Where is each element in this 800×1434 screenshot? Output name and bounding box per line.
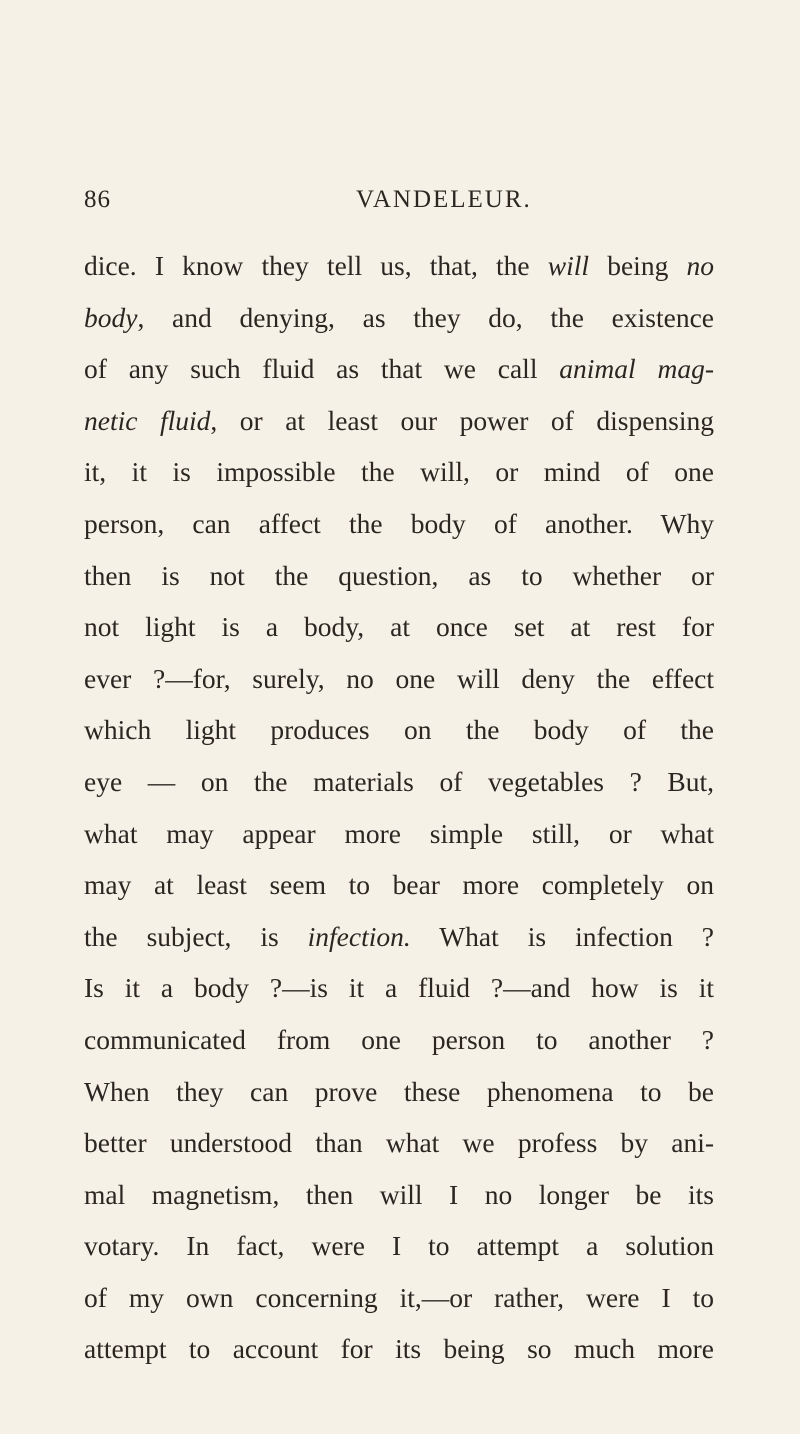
text-segment: being <box>589 250 687 281</box>
text-line <box>84 1014 714 1066</box>
text-line <box>84 1169 714 1221</box>
text-line <box>84 1220 714 1272</box>
text-line <box>84 756 714 808</box>
text-line <box>84 550 714 602</box>
text-segment: person, can affect the body of another. Why <box>84 507 714 539</box>
text-line <box>84 1066 714 1118</box>
italic-text: netic fluid <box>84 404 211 436</box>
text-segment: communicated from one person to another ? <box>84 1023 714 1055</box>
text-segment: , or at least our power of dispensing <box>210 404 714 436</box>
text-line <box>84 395 714 447</box>
text-segment: votary. In fact, were I to attempt a solution <box>84 1230 714 1262</box>
text-segment: what may appear more simple still, or what <box>84 817 714 849</box>
running-head: VANDELEUR. <box>356 186 532 213</box>
text-line <box>84 240 714 292</box>
text-line <box>84 1117 714 1169</box>
text-line <box>84 962 714 1014</box>
text-segment: it, it is impossible the will, or mind of one <box>84 456 714 488</box>
text-segment: , and denying, as they do, the existence <box>137 301 714 333</box>
italic-text: body <box>84 301 138 333</box>
italic-text: will <box>547 250 590 281</box>
text-segment: of my own concerning it,—or rather, were I to <box>84 1281 714 1313</box>
text-line <box>84 292 714 344</box>
text-segment: better understood than what we profess by ani- <box>84 1127 714 1159</box>
text-segment: then is not the question, as to whether or <box>84 559 714 591</box>
text-line <box>84 446 714 498</box>
text-line <box>84 1323 714 1375</box>
text-segment: not light is a body, at once set at rest for <box>84 611 714 643</box>
text-segment: What is infection ? <box>410 920 714 952</box>
text-line <box>84 653 714 705</box>
page-header <box>84 186 714 218</box>
text-line <box>84 911 714 963</box>
page-number: 86 <box>84 186 111 213</box>
text-segment: ever ?—for, surely, no one will deny the effect <box>84 662 714 694</box>
text-line <box>84 498 714 550</box>
text-segment: eye — on the materials of vegetables ? But, <box>84 765 714 797</box>
text-segment: may at least seem to bear more completely on <box>84 869 714 901</box>
text-line <box>84 859 714 911</box>
text-segment: mal magnetism, then will I no longer be its <box>84 1178 714 1210</box>
text-segment: attempt to account for its being so much more <box>84 1333 714 1365</box>
italic-text: no <box>686 250 714 281</box>
text-segment: Is it a body ?—is it a fluid ?—and how is it <box>84 972 714 1004</box>
text-line <box>84 1272 714 1324</box>
italic-text: infection. <box>307 920 411 952</box>
text-segment: which light produces on the body of the <box>84 714 714 746</box>
text-segment: When they can prove these phenomena to be <box>84 1075 714 1107</box>
text-line <box>84 704 714 756</box>
text-segment: of any such fluid as that we call <box>84 353 560 385</box>
text-segment: the subject, is <box>84 920 308 952</box>
italic-text: animal mag- <box>559 353 714 385</box>
body-text <box>84 240 714 1375</box>
text-line <box>84 343 714 395</box>
text-line <box>84 601 714 653</box>
text-segment: dice. I know they tell us, that, the <box>84 250 548 281</box>
text-line <box>84 808 714 860</box>
